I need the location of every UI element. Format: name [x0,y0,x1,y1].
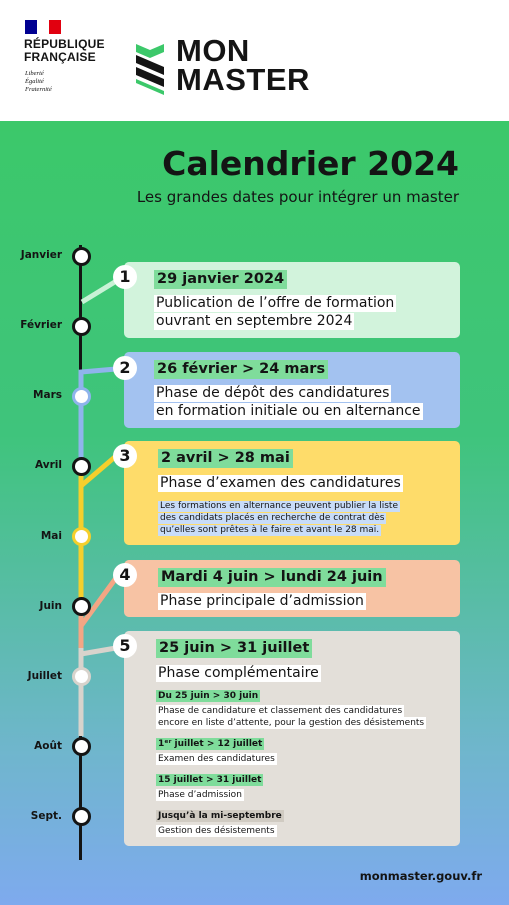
step-card-2 [124,352,460,428]
month-dot-sept [72,807,91,826]
brand-line-2: MASTER [176,62,310,97]
step-5-sub-3-text-1: Phase d’admission [158,790,242,800]
step-1-date: 29 janvier 2024 [154,270,287,289]
month-label-juin: Juin [39,600,62,612]
page-subtitle: Les grandes dates pour intégrer un master [136,188,459,206]
step-card-3 [124,441,460,545]
step-3-line-1: Phase d’examen des candidatures [160,475,401,491]
step-5-sub-1-date: Du 25 juin > 30 juin [158,691,259,701]
step-5-sub-1-text-1: Phase de candidature et classement des candidatures [158,706,403,716]
step-badge-4: 4 [113,563,137,587]
step-5-line-1: Phase complémentaire [158,665,319,681]
step-5-sub-3-date: 15 juillet > 31 juillet [158,775,262,785]
footer-website-link[interactable]: monmaster.gouv.fr [359,869,482,883]
step-1-line-2: ouvrant en septembre 2024 [156,313,353,329]
month-dot-avril [72,457,91,476]
step-card-5 [124,631,460,846]
brand-line-1: MON [176,33,250,68]
month-dot-juillet [72,667,91,686]
step-5-sub-2-text-1: Examen des candidatures [158,754,275,764]
step-5-sub-2-date: 1ᵉʳ juillet > 12 juillet [158,739,263,749]
motto-liberte: Liberté [25,70,44,77]
month-label-janvier: Janvier [20,249,62,261]
motto-egalite: Égalité [25,78,44,85]
step-badge-3: 3 [113,444,137,468]
republic-line-2: FRANÇAISE [24,50,96,64]
step-badge-1: 1 [113,265,137,289]
month-label-sept: Sept. [30,810,62,822]
month-dot-fevrier [72,317,91,336]
month-label-fevrier: Février [20,319,62,331]
step-4-date: Mardi 4 juin > lundi 24 juin [158,568,386,587]
step-5-sub-4-text-1: Gestion des désistements [158,826,275,836]
step-card-4 [124,560,460,617]
month-label-aout: Août [34,740,62,752]
step-5-sub-4-date: Jusqu’à la mi-septembre [158,811,282,821]
step-2-line-2: en formation initiale ou en alternance [156,403,421,419]
step-3-note-1: Les formations en alternance peuvent publier la liste [160,501,398,511]
step-3-note-2: des candidats placés en recherche de contrat dès [160,513,385,523]
step-4-line-1: Phase principale d’admission [160,593,364,609]
month-dot-juin [72,597,91,616]
month-label-mai: Mai [40,530,62,542]
month-label-mars: Mars [33,389,62,401]
step-3-date: 2 avril > 28 mai [158,449,293,468]
step-card-1 [124,262,460,338]
month-label-juillet: Juillet [27,670,62,682]
page-title: Calendrier 2024 [162,144,459,183]
month-dot-aout [72,737,91,756]
month-dot-mars [72,387,91,406]
step-2-date: 26 février > 24 mars [154,360,328,379]
step-badge-2: 2 [113,356,137,380]
step-5-sub-1-text-2: encore en liste d’attente, pour la gestion des désistements [158,718,425,728]
month-label-avril: Avril [35,459,62,471]
step-badge-5: 5 [113,634,137,658]
step-5-date: 25 juin > 31 juillet [156,639,312,658]
step-3-note-3: qu’elles sont prêtes à le faire et avant le 28 mai. [160,525,380,535]
motto-fraternite: Fraternité [25,86,52,93]
step-2-line-1: Phase de dépôt des candidatures [156,385,390,401]
republic-line-1: RÉPUBLIQUE [24,37,105,51]
step-1-line-1: Publication de l’offre de formation [156,295,395,311]
month-dot-janvier [72,247,91,266]
month-dot-mai [72,527,91,546]
